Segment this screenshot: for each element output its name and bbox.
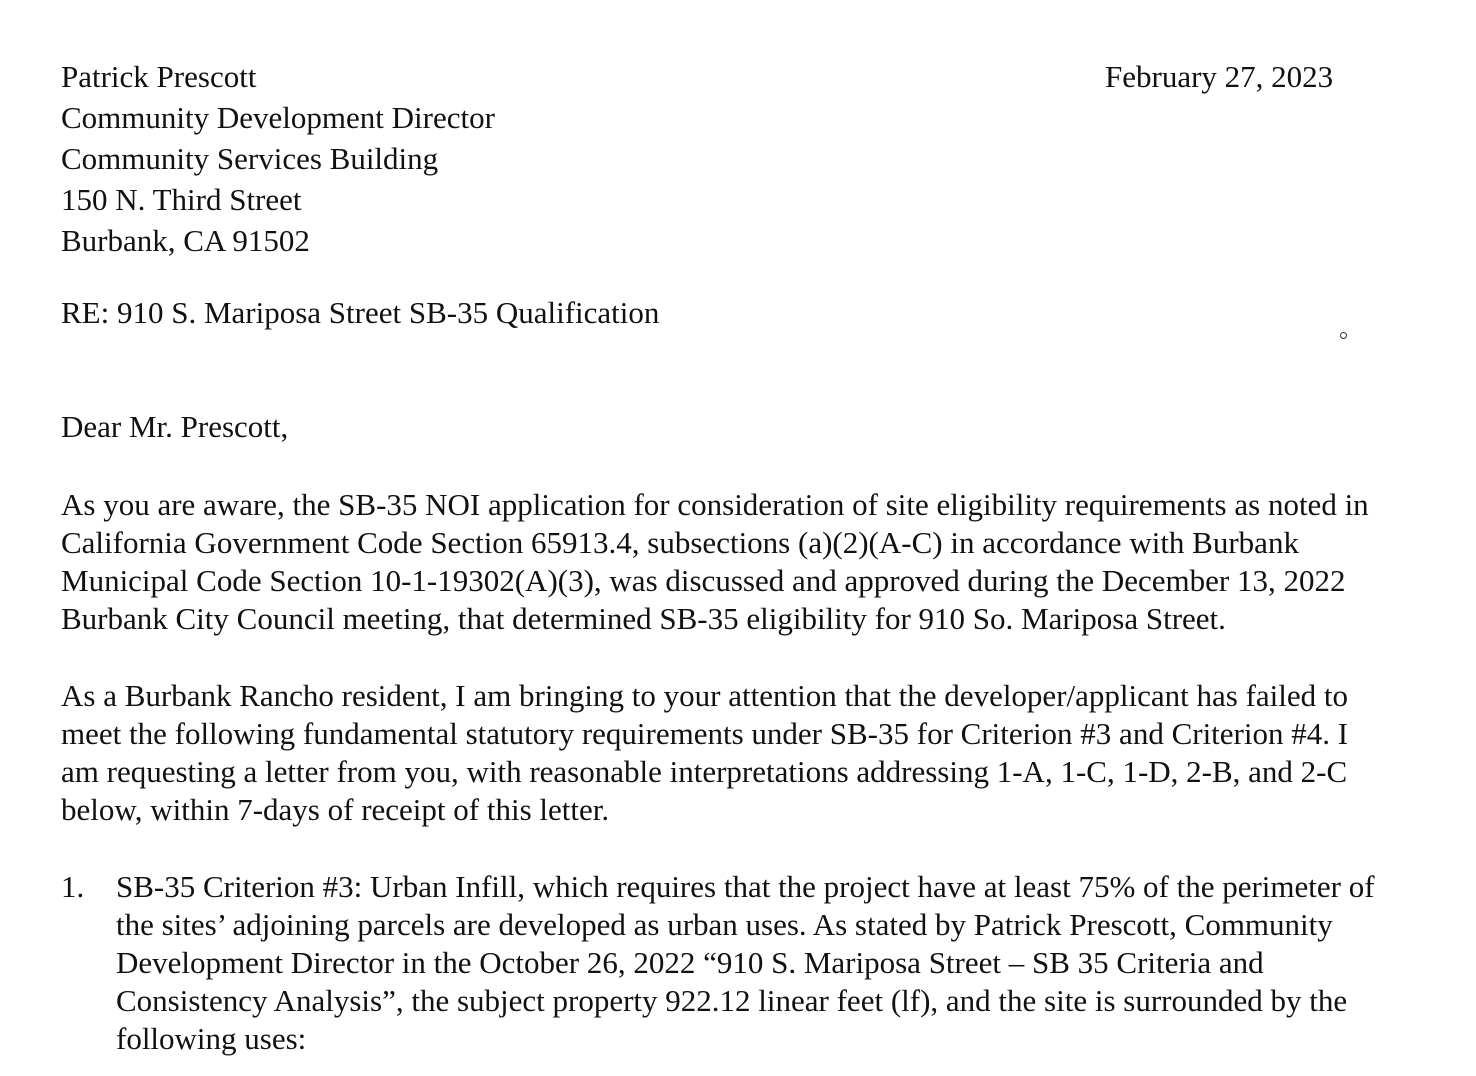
paragraph-line: California Government Code Section 65913.4, subsections (a)(2)(A-C) in accordance with Burbank — [61, 525, 1299, 560]
recipient-name: Patrick Prescott — [61, 59, 257, 94]
item-line: SB-35 Criterion #3: Urban Infill, which requires that the project have at least 75% of the perimeter of — [116, 869, 1375, 904]
paragraph-line: am requesting a letter from you, with reasonable interpretations addressing 1-A, 1-C, 1-D, 2-B, and 2-C — [61, 754, 1348, 789]
salutation: Dear Mr. Prescott, — [61, 409, 289, 444]
item-line: Development Director in the October 26, 2022 “910 S. Mariposa Street – SB 35 Criteria and — [116, 945, 1264, 980]
paragraph-1 — [61, 486, 1369, 638]
item-line: following uses: — [116, 1021, 307, 1056]
subject-line: RE: 910 S. Mariposa Street SB-35 Qualification — [61, 295, 660, 330]
recipient-building: Community Services Building — [61, 141, 439, 176]
item-line: the sites’ adjoining parcels are developed as urban uses. As stated by Patrick Prescott, Community — [116, 907, 1333, 942]
recipient-address-block — [61, 56, 495, 261]
paragraph-line: Burbank City Council meeting, that determined SB-35 eligibility for 910 So. Mariposa Street. — [61, 601, 1226, 636]
item-number: 1. — [61, 869, 85, 904]
paragraph-line: below, within 7-days of receipt of this letter. — [61, 792, 610, 827]
item-line: Consistency Analysis”, the subject property 922.12 linear feet (lf), and the site is surrounded by the — [116, 983, 1348, 1018]
scan-speck — [1340, 332, 1347, 339]
paragraph-2 — [61, 677, 1348, 829]
paragraph-line: Municipal Code Section 10-1-19302(A)(3), was discussed and approved during the December 13, 2022 — [61, 563, 1346, 598]
recipient-street: 150 N. Third Street — [61, 182, 302, 217]
item-body — [116, 868, 1375, 1058]
recipient-title: Community Development Director — [61, 100, 495, 135]
paragraph-line: As you are aware, the SB-35 NOI application for consideration of site eligibility requirements as noted in — [61, 487, 1369, 522]
recipient-city: Burbank, CA 91502 — [61, 223, 310, 258]
letter-date: February 27, 2023 — [1105, 59, 1334, 94]
paragraph-line: As a Burbank Rancho resident, I am bringing to your attention that the developer/applicant has failed to — [61, 678, 1348, 713]
paragraph-line: meet the following fundamental statutory requirements under SB-35 for Criterion #3 and Criterion #4. I — [61, 716, 1349, 751]
